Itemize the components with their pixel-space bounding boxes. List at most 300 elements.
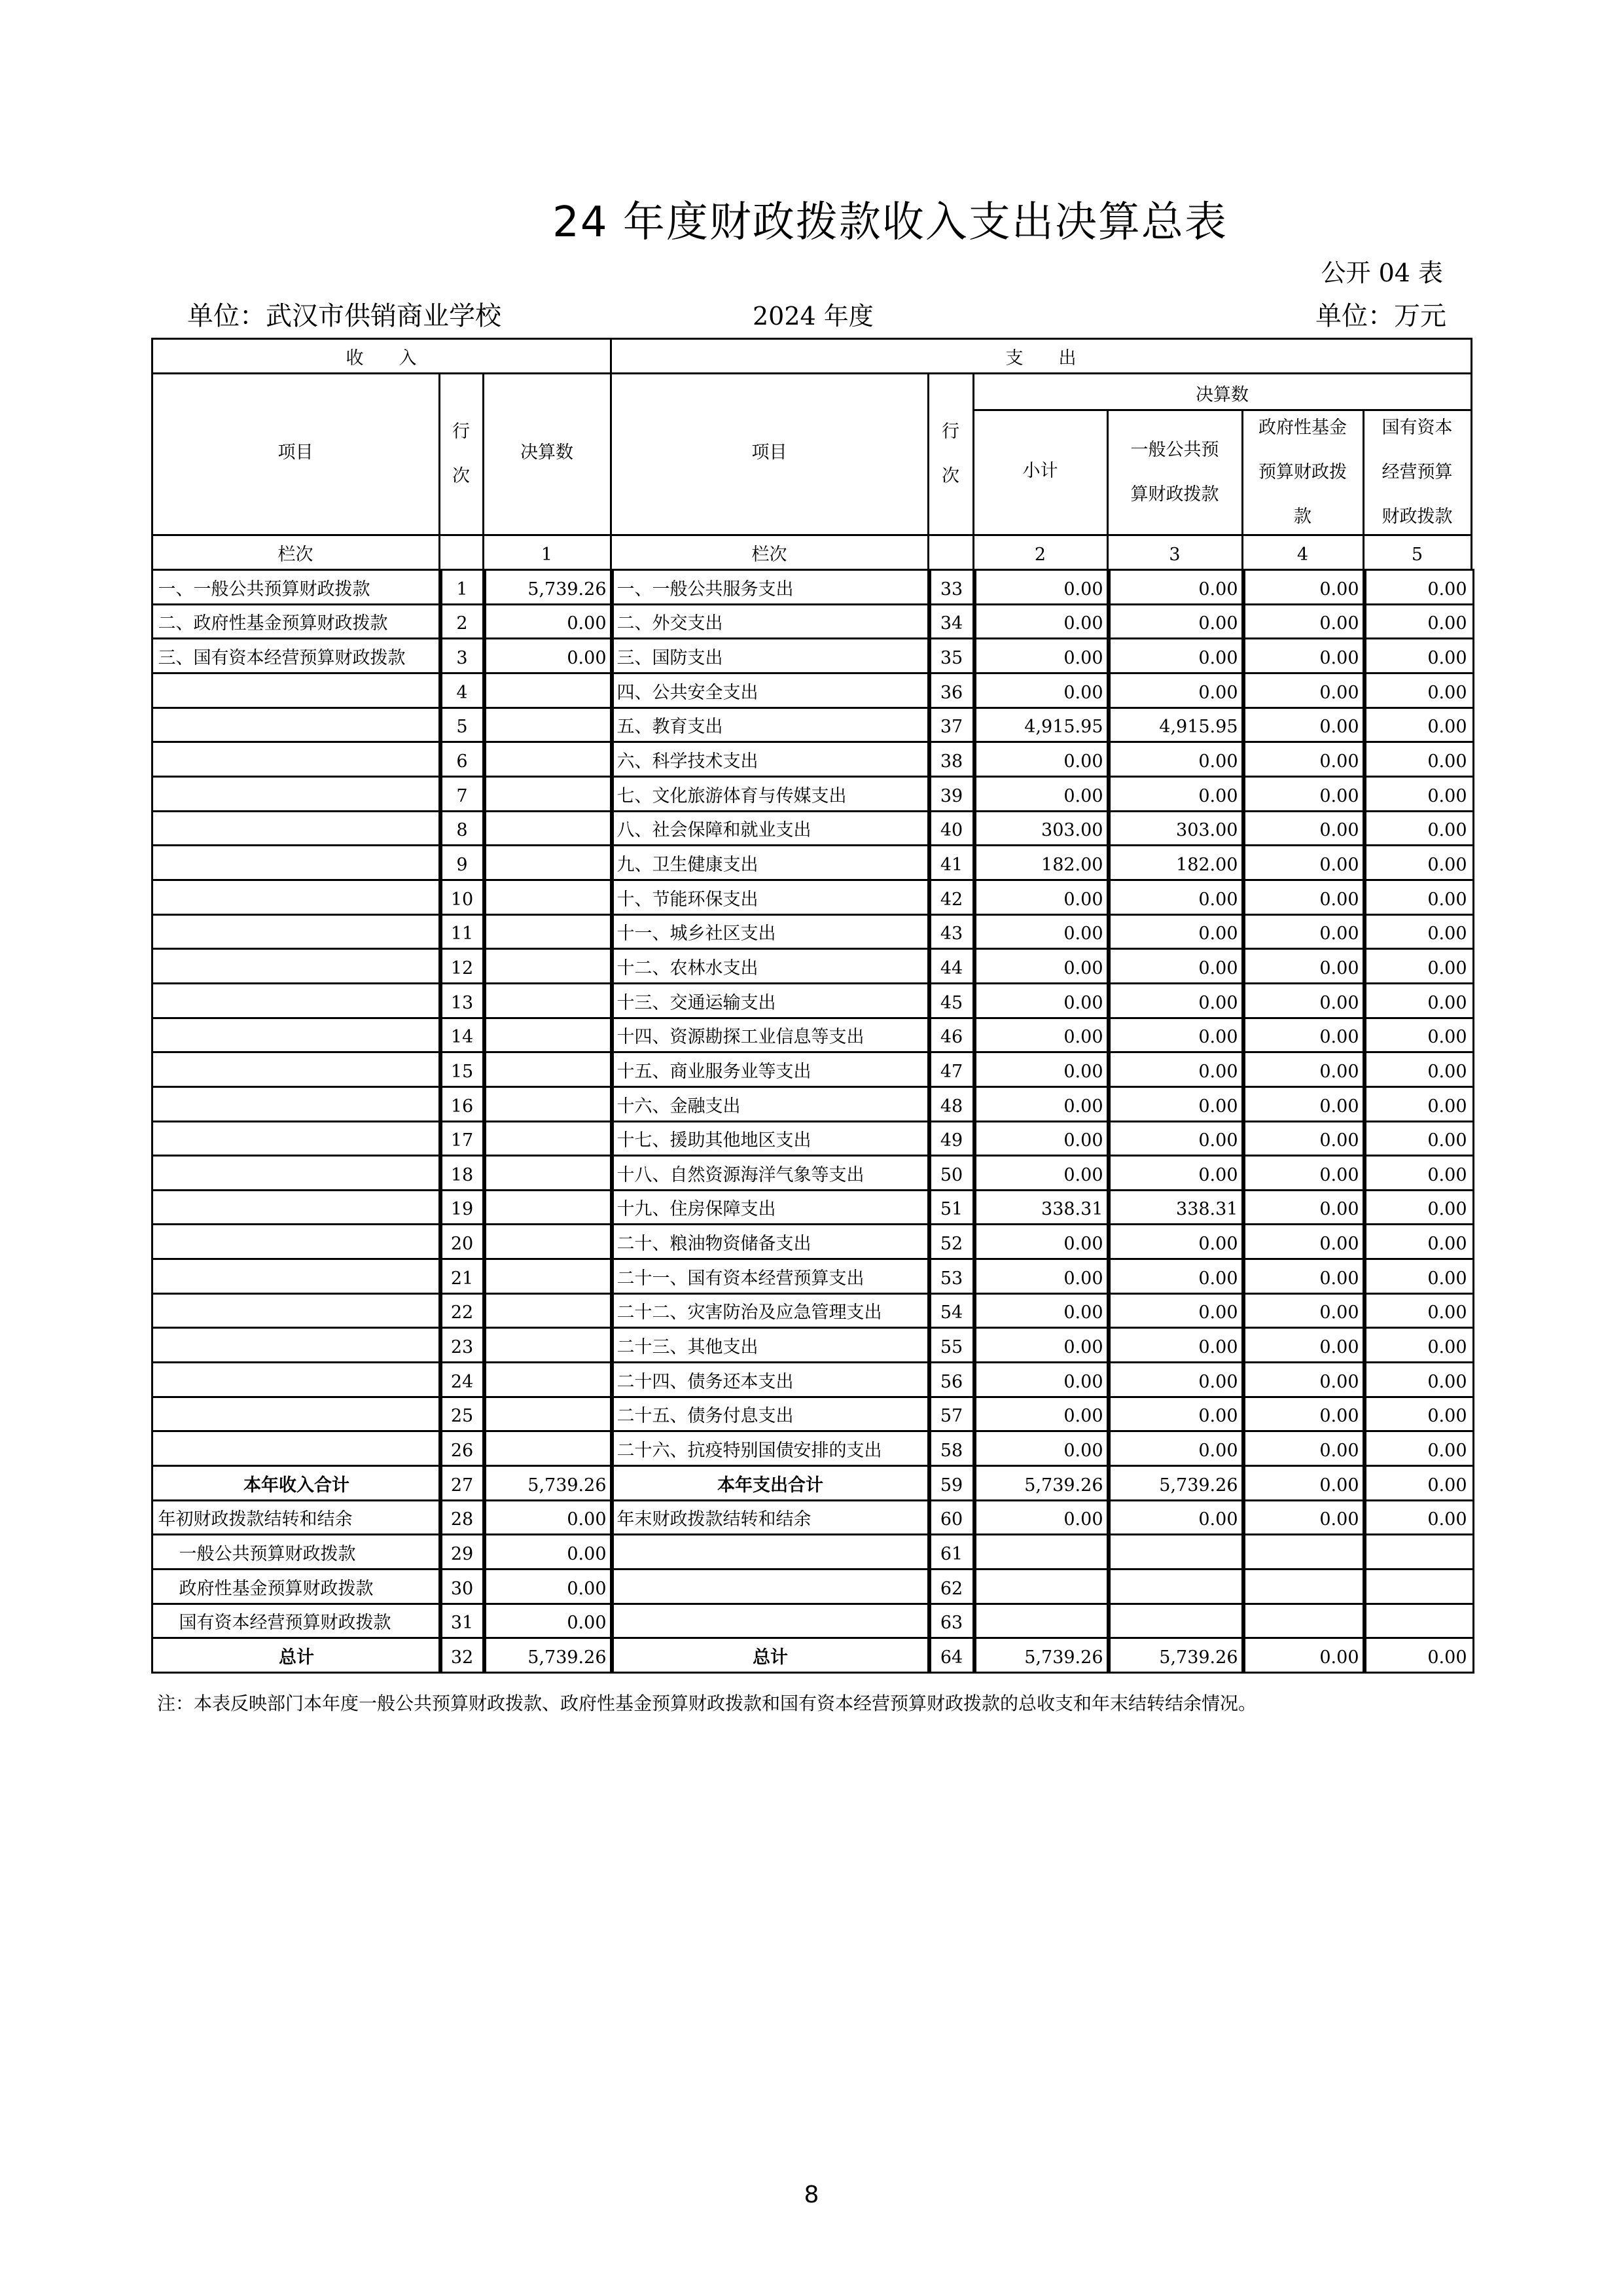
expense-gov-fund: 0.00 (1319, 1096, 1359, 1117)
expense-gov-fund: 0.00 (1319, 1371, 1359, 1392)
income-row-number-cell (438, 844, 486, 881)
expense-row-number: 48 (940, 1096, 963, 1117)
expense-state-capital: 0.00 (1427, 647, 1467, 668)
expense-subtotal-cell (972, 1430, 1111, 1467)
income-item-cell (151, 1568, 442, 1605)
expense-item: 七、文化旅游体育与传媒支出 (616, 785, 847, 806)
expense-row-number: 53 (940, 1268, 963, 1289)
expense-row-number-cell (927, 1155, 976, 1191)
expense-row-number-cell (927, 810, 976, 846)
income-item-cell (151, 1189, 442, 1225)
page-title: 24 年度财政拨款收入支出决算总表 (552, 198, 1228, 247)
income-row-number: 32 (450, 1647, 474, 1668)
expense-item-cell (610, 672, 931, 709)
expense-row-number: 57 (940, 1405, 963, 1426)
income-section-label: 收 入 (346, 348, 417, 368)
expense-state-capital: 0.00 (1427, 854, 1467, 875)
expense-gov-fund-cell (1241, 1258, 1366, 1295)
expense-general-public-cell (1107, 776, 1245, 812)
expense-gov-fund: 0.00 (1319, 1130, 1359, 1151)
expense-gov-fund-cell (1241, 1430, 1366, 1467)
expense-general-public-cell (1107, 1396, 1245, 1432)
expense-subtotal-cell (972, 948, 1111, 984)
expense-gov-fund: 0.00 (1319, 1509, 1359, 1530)
income-amount-cell (482, 1430, 614, 1467)
expense-subtotal: 0.00 (1063, 1302, 1103, 1323)
index-subtotal: 2 (1034, 544, 1046, 565)
income-row-number-cell (438, 948, 486, 984)
expense-subtotal: 0.00 (1063, 785, 1103, 806)
expense-gov-fund: 0.00 (1319, 1268, 1359, 1289)
expense-row-number: 50 (940, 1164, 963, 1185)
expense-state-capital: 0.00 (1427, 958, 1467, 978)
expense-item: 三、国防支出 (616, 647, 723, 668)
income-row-number-cell (438, 603, 486, 639)
expense-state-capital-cell (1363, 810, 1474, 846)
income-item-cell (151, 637, 442, 674)
expense-row-number-cell (927, 637, 976, 674)
income-row-number: 11 (450, 923, 474, 944)
expense-row-number: 55 (940, 1336, 963, 1357)
income-row-number: 20 (450, 1233, 474, 1254)
expense-gov-fund-cell (1241, 1361, 1366, 1398)
income-row-number: 18 (450, 1164, 474, 1185)
expense-subtotal: 0.00 (1063, 1440, 1103, 1461)
expense-item: 二十四、债务还本支出 (616, 1371, 794, 1392)
income-amount: 5,739.26 (527, 1647, 607, 1668)
expense-state-capital-cell (1363, 1258, 1474, 1295)
expense-gov-fund: 0.00 (1319, 958, 1359, 978)
expense-state-capital: 0.00 (1427, 889, 1467, 910)
expense-row-number-cell (927, 569, 976, 605)
expense-row-number: 49 (940, 1130, 963, 1151)
expense-gov-fund: 0.00 (1319, 647, 1359, 668)
expense-general-public-cell (1107, 982, 1245, 1019)
income-row-number-cell (438, 1051, 486, 1088)
income-item-cell (151, 1051, 442, 1088)
income-amount-header-label: 决算数 (520, 442, 573, 463)
income-row-number-cell (438, 707, 486, 743)
expense-state-capital: 0.00 (1427, 682, 1467, 703)
expense-row-number: 40 (940, 819, 963, 840)
expense-item: 十五、商业服务业等支出 (616, 1061, 812, 1082)
expense-row-number-cell (927, 948, 976, 984)
income-item: 国有资本经营预算财政拨款 (179, 1612, 391, 1633)
expense-row-number: 42 (940, 889, 963, 910)
expense-row-number-cell (927, 776, 976, 812)
expense-general-public-cell (1107, 1051, 1245, 1088)
expense-subtotal: 0.00 (1063, 1336, 1103, 1357)
income-item-cell (151, 1223, 442, 1260)
expense-item-cell (610, 1293, 931, 1329)
expense-item-cell (610, 1017, 931, 1053)
income-amount-cell (482, 844, 614, 881)
income-rowno-header-label: 行次 (452, 421, 470, 486)
expense-subtotal: 0.00 (1063, 1268, 1103, 1289)
expense-gov-fund-cell (1241, 637, 1366, 674)
expense-state-capital-cell (1363, 914, 1474, 950)
expense-section-label: 支 出 (1005, 348, 1077, 368)
expense-general-public-cell (1107, 1121, 1245, 1157)
expense-subtotal-cell (972, 1327, 1111, 1363)
index-subtotal-cell (972, 534, 1109, 571)
expense-subtotal-cell (972, 637, 1111, 674)
income-amount: 0.00 (567, 647, 607, 668)
expense-row-number-cell (927, 672, 976, 709)
expense-item: 一、一般公共服务支出 (616, 579, 794, 600)
expense-item: 六、科学技术支出 (616, 751, 758, 772)
expense-item: 四、公共安全支出 (616, 682, 758, 703)
expense-general-public-cell (1107, 844, 1245, 881)
expense-row-number: 51 (940, 1198, 963, 1219)
expense-general-public: 0.00 (1198, 613, 1238, 634)
expense-subtotal-cell (972, 776, 1111, 812)
expense-gov-fund: 0.00 (1319, 785, 1359, 806)
expense-state-capital: 0.00 (1427, 1061, 1467, 1082)
expense-general-public-cell (1107, 1327, 1245, 1363)
income-row-number: 13 (450, 992, 474, 1013)
index-general-public: 3 (1169, 544, 1181, 565)
income-item: 一般公共预算财政拨款 (179, 1543, 356, 1564)
expense-row-number: 62 (940, 1578, 963, 1599)
expense-row-number: 59 (940, 1475, 963, 1496)
income-amount-cell (482, 1258, 614, 1295)
expense-state-capital: 0.00 (1427, 1405, 1467, 1426)
expense-index-label-cell (610, 534, 929, 571)
income-row-number-cell (438, 1155, 486, 1191)
subtotal-header-label: 小计 (1022, 460, 1058, 481)
income-item-cell (151, 1121, 442, 1157)
expense-state-capital-cell (1363, 1568, 1474, 1605)
expense-item: 五、教育支出 (616, 716, 723, 737)
expense-general-public: 5,739.26 (1159, 1475, 1238, 1496)
expense-row-number-cell (927, 879, 976, 916)
expense-row-number: 52 (940, 1233, 963, 1254)
income-row-number-cell (438, 1637, 486, 1674)
income-item-cell (151, 776, 442, 812)
expense-item-cell (610, 1121, 931, 1157)
expense-general-public: 0.00 (1198, 751, 1238, 772)
expense-gov-fund-cell (1241, 1051, 1366, 1088)
expense-row-number-cell (927, 914, 976, 950)
expense-gov-fund: 0.00 (1319, 1026, 1359, 1047)
income-amount-cell (482, 1534, 614, 1570)
expense-general-public: 5,739.26 (1159, 1647, 1238, 1668)
income-row-number-cell (438, 1086, 486, 1122)
expense-item-cell (610, 707, 931, 743)
expense-gov-fund-cell (1241, 1499, 1366, 1535)
expense-subtotal: 182.00 (1041, 854, 1103, 875)
income-amount-cell (482, 1121, 614, 1157)
income-item-cell (151, 1258, 442, 1295)
expense-item-cell (610, 879, 931, 916)
expense-subtotal: 0.00 (1063, 1130, 1103, 1151)
expense-state-capital: 0.00 (1427, 1198, 1467, 1219)
income-item-cell (151, 982, 442, 1019)
expense-general-public-cell (1107, 914, 1245, 950)
income-amount-cell (482, 1017, 614, 1053)
expense-general-public: 0.00 (1198, 1371, 1238, 1392)
expense-row-number: 56 (940, 1371, 963, 1392)
expense-general-public-cell (1107, 1568, 1245, 1605)
expense-state-capital-cell (1363, 603, 1474, 639)
expense-row-number: 46 (940, 1026, 963, 1047)
expense-gov-fund: 0.00 (1319, 716, 1359, 737)
expense-item: 十、节能环保支出 (616, 889, 758, 910)
expense-state-capital-cell (1363, 741, 1474, 778)
expense-state-capital: 0.00 (1427, 613, 1467, 634)
expense-general-public-cell (1107, 707, 1245, 743)
expense-row-number-cell (927, 1637, 976, 1674)
income-amount-cell (482, 1327, 614, 1363)
expense-subtotal-cell (972, 810, 1111, 846)
income-row-number: 25 (450, 1405, 474, 1426)
expense-row-number-cell (927, 1465, 976, 1501)
income-amount-cell (482, 1499, 614, 1535)
reporting-unit: 单位：武汉市供销商业学校 (187, 301, 501, 331)
income-row-number: 1 (456, 579, 468, 600)
expense-gov-fund-cell (1241, 1155, 1366, 1191)
expense-item-cell (610, 1223, 931, 1260)
expense-state-capital-cell (1363, 1361, 1474, 1398)
expense-gov-fund: 0.00 (1319, 854, 1359, 875)
index-gov-fund-cell (1241, 534, 1364, 571)
income-item: 二、政府性基金预算财政拨款 (158, 613, 388, 634)
expense-general-public: 0.00 (1198, 992, 1238, 1013)
expense-state-capital: 0.00 (1427, 1164, 1467, 1185)
expense-state-capital: 0.00 (1427, 579, 1467, 600)
expense-row-number-cell (927, 707, 976, 743)
income-amount-cell (482, 672, 614, 709)
expense-row-number: 43 (940, 923, 963, 944)
income-amount: 0.00 (567, 613, 607, 634)
general-public-header (1107, 409, 1243, 536)
expense-item-header-label: 项目 (751, 442, 787, 463)
expense-gov-fund-cell (1241, 569, 1366, 605)
expense-row-number: 41 (940, 854, 963, 875)
expense-state-capital: 0.00 (1427, 1096, 1467, 1117)
expense-item-cell (610, 1603, 931, 1639)
expense-state-capital-cell (1363, 1293, 1474, 1329)
income-item: 年初财政拨款结转和结余 (158, 1509, 353, 1530)
expense-general-public: 303.00 (1176, 819, 1238, 840)
expense-subtotal-cell (972, 879, 1111, 916)
expense-general-public-cell (1107, 603, 1245, 639)
expense-gov-fund-cell (1241, 948, 1366, 984)
income-index-rowno-cell (438, 534, 484, 571)
expense-subtotal-cell (972, 1396, 1111, 1432)
expense-state-capital: 0.00 (1427, 1509, 1467, 1530)
expense-gov-fund-cell (1241, 1086, 1366, 1122)
expense-state-capital: 0.00 (1427, 716, 1467, 737)
expense-item: 年末财政拨款结转和结余 (616, 1509, 812, 1530)
expense-subtotal-cell (972, 1293, 1111, 1329)
expense-gov-fund: 0.00 (1319, 819, 1359, 840)
expense-gov-fund-cell (1241, 603, 1366, 639)
income-item-cell (151, 741, 442, 778)
income-row-number: 6 (456, 751, 468, 772)
expense-item-cell (610, 844, 931, 881)
expense-row-number-cell (927, 1568, 976, 1605)
expense-gov-fund-cell (1241, 1121, 1366, 1157)
income-row-number-cell (438, 1534, 486, 1570)
expense-state-capital-cell (1363, 844, 1474, 881)
expense-item-cell (610, 776, 931, 812)
income-amount-cell (482, 1155, 614, 1191)
expense-row-number-cell (927, 1361, 976, 1398)
expense-row-number: 63 (940, 1612, 963, 1633)
income-item-cell (151, 1637, 442, 1674)
expense-subtotal-cell (972, 741, 1111, 778)
expense-subtotal-cell (972, 1189, 1111, 1225)
expense-general-public: 0.00 (1198, 682, 1238, 703)
income-row-number-cell (438, 1396, 486, 1432)
expense-general-public-cell (1107, 569, 1245, 605)
expense-subtotal-cell (972, 1223, 1111, 1260)
income-item-cell (151, 1155, 442, 1191)
income-row-number-cell (438, 982, 486, 1019)
expense-state-capital: 0.00 (1427, 992, 1467, 1013)
expense-gov-fund: 0.00 (1319, 1405, 1359, 1426)
expense-general-public: 0.00 (1198, 923, 1238, 944)
expense-subtotal-cell (972, 844, 1111, 881)
index-state-capital-cell (1363, 534, 1472, 571)
expense-state-capital-cell (1363, 707, 1474, 743)
income-item-cell (151, 879, 442, 916)
expense-state-capital-cell (1363, 948, 1474, 984)
income-item-cell (151, 1534, 442, 1570)
income-amount-cell (482, 776, 614, 812)
expense-row-number-cell (927, 1534, 976, 1570)
expense-gov-fund-cell (1241, 1465, 1366, 1501)
expense-item-cell (610, 1430, 931, 1467)
income-row-number: 24 (450, 1371, 474, 1392)
expense-gov-fund-cell (1241, 1637, 1366, 1674)
income-item-cell (151, 707, 442, 743)
expense-row-number: 34 (940, 613, 963, 634)
expense-row-number-cell (927, 1499, 976, 1535)
expense-row-number-cell (927, 1086, 976, 1122)
expense-gov-fund: 0.00 (1319, 1302, 1359, 1323)
expense-general-public-cell (1107, 879, 1245, 916)
income-row-number-cell (438, 1327, 486, 1363)
expense-general-public-cell (1107, 1361, 1245, 1398)
expense-gov-fund: 0.00 (1319, 1647, 1359, 1668)
expense-item-cell (610, 1568, 931, 1605)
income-amount: 0.00 (567, 1509, 607, 1530)
expense-state-capital-cell (1363, 569, 1474, 605)
expense-gov-fund-cell (1241, 707, 1366, 743)
expense-gov-fund: 0.00 (1319, 992, 1359, 1013)
expense-item-cell (610, 1534, 931, 1570)
income-item-cell (151, 844, 442, 881)
expense-general-public: 0.00 (1198, 1440, 1238, 1461)
expense-state-capital-cell (1363, 1327, 1474, 1363)
expense-subtotal: 0.00 (1063, 923, 1103, 944)
income-row-number: 7 (456, 785, 468, 806)
expense-gov-fund: 0.00 (1319, 682, 1359, 703)
expense-subtotal: 0.00 (1063, 579, 1103, 600)
expense-subtotal-cell (972, 1534, 1111, 1570)
income-row-number: 22 (450, 1302, 474, 1323)
expense-row-number-cell (927, 1189, 976, 1225)
expense-item-cell (610, 1086, 931, 1122)
income-index-label: 栏次 (277, 544, 313, 565)
income-amount-cell (482, 1396, 614, 1432)
expense-item-cell (610, 982, 931, 1019)
income-row-number-cell (438, 741, 486, 778)
income-amount-cell (482, 1361, 614, 1398)
income-amount: 0.00 (567, 1578, 607, 1599)
income-item-cell (151, 1327, 442, 1363)
expense-subtotal-cell (972, 1155, 1111, 1191)
expense-general-public-cell (1107, 1223, 1245, 1260)
expense-state-capital-cell (1363, 672, 1474, 709)
income-amount-cell (482, 948, 614, 984)
expense-gov-fund: 0.00 (1319, 1061, 1359, 1082)
index-general-public-cell (1107, 534, 1243, 571)
income-row-number-cell (438, 637, 486, 674)
expense-gov-fund-cell (1241, 879, 1366, 916)
income-row-number-cell (438, 914, 486, 950)
expense-gov-fund: 0.00 (1319, 889, 1359, 910)
expense-item: 总计 (753, 1647, 788, 1668)
expense-amount-group-label: 决算数 (1196, 384, 1249, 405)
expense-item: 十一、城乡社区支出 (616, 923, 776, 944)
expense-gov-fund-cell (1241, 844, 1366, 881)
expense-general-public: 0.00 (1198, 1336, 1238, 1357)
expense-state-capital: 0.00 (1427, 1233, 1467, 1254)
expense-state-capital: 0.00 (1427, 785, 1467, 806)
expense-row-number-cell (927, 1017, 976, 1053)
income-row-number: 28 (450, 1509, 474, 1530)
expense-state-capital: 0.00 (1427, 1440, 1467, 1461)
income-item: 一、一般公共预算财政拨款 (158, 579, 370, 600)
income-row-number-cell (438, 1568, 486, 1605)
expense-item: 二十五、债务付息支出 (616, 1405, 794, 1426)
expense-item-cell (610, 1155, 931, 1191)
expense-gov-fund-cell (1241, 914, 1366, 950)
expense-general-public-cell (1107, 810, 1245, 846)
expense-subtotal: 0.00 (1063, 1164, 1103, 1185)
income-item-cell (151, 603, 442, 639)
expense-state-capital-cell (1363, 1155, 1474, 1191)
expense-subtotal: 0.00 (1063, 613, 1103, 634)
income-item-header (151, 372, 440, 536)
expense-state-capital: 0.00 (1427, 751, 1467, 772)
expense-state-capital-cell (1363, 1121, 1474, 1157)
expense-general-public: 182.00 (1176, 854, 1238, 875)
expense-item: 二十三、其他支出 (616, 1336, 758, 1357)
expense-state-capital: 0.00 (1427, 1336, 1467, 1357)
expense-index-label: 栏次 (751, 544, 787, 565)
expense-item-cell (610, 948, 931, 984)
expense-general-public: 0.00 (1198, 1061, 1238, 1082)
income-row-number-cell (438, 1189, 486, 1225)
expense-gov-fund: 0.00 (1319, 613, 1359, 634)
expense-item-cell (610, 1258, 931, 1295)
income-row-number: 23 (450, 1336, 474, 1357)
income-item-cell (151, 672, 442, 709)
expense-gov-fund-cell (1241, 741, 1366, 778)
expense-state-capital: 0.00 (1427, 1475, 1467, 1496)
income-amount-cell (482, 1086, 614, 1122)
income-amount-cell (482, 569, 614, 605)
expense-gov-fund: 0.00 (1319, 751, 1359, 772)
expense-row-number: 61 (940, 1543, 963, 1564)
expense-subtotal: 0.00 (1063, 1233, 1103, 1254)
expense-general-public-cell (1107, 948, 1245, 984)
